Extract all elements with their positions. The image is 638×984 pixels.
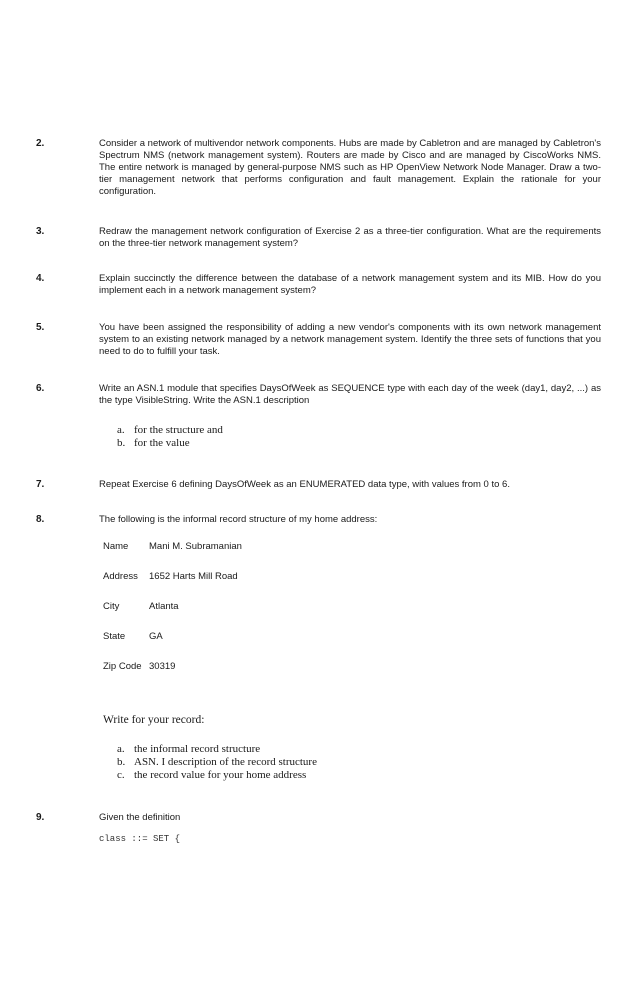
question-number: 6. — [36, 383, 45, 394]
sub-item-letter: b. — [117, 437, 126, 449]
write-prompt: Write for your record: — [103, 714, 205, 726]
question-number: 5. — [36, 322, 45, 333]
record-label: City — [103, 601, 120, 612]
record-value: 30319 — [149, 661, 176, 672]
record-label: Address — [103, 571, 138, 582]
sub-item-text: the record value for your home address — [134, 769, 307, 781]
question-text: Redraw the management network configuration of Exercise 2 as a three-tier configuration. What are the requirements on the three-tier network management system? — [99, 226, 601, 249]
sub-item — [117, 437, 190, 450]
code-snippet: class ::= SET { — [99, 834, 181, 844]
question-text: Explain succinctly the difference between the database of a network management system and its MIB. How do you implement each in a network management system? — [99, 273, 601, 296]
question-text: Write an ASN.1 module that specifies DaysOfWeek as SEQUENCE type with each day of the week (day1, day2, ...) as the type VisibleString. Write the ASN.1 description — [99, 383, 601, 406]
sub-item-text: the informal record structure — [134, 743, 261, 755]
sub-item-letter: a. — [117, 424, 125, 436]
question-number: 3. — [36, 226, 45, 237]
record-city-row — [103, 601, 179, 612]
sub-item — [117, 769, 306, 782]
sub-item-letter: a. — [117, 743, 125, 755]
record-address-row — [103, 571, 238, 582]
record-value: Mani M. Subramanian — [149, 541, 242, 552]
sub-item-text: ASN. I description of the record structure — [134, 756, 317, 768]
question-text: The following is the informal record structure of my home address: — [99, 514, 378, 525]
question-number: 2. — [36, 138, 45, 149]
question-text: Consider a network of multivendor network components. Hubs are made by Cabletron and are managed by Cabletron's Spectrum NMS (network management system). Routers are made by Cisco and are managed by CiscoWorks NMS. The entire network is managed by general-purpose NMS such as HP OpenView Network Node Manager. Draw a two-tier management network that performs configuration and fault management. Explain the rationale for your configuration. — [99, 138, 601, 197]
sub-item — [117, 743, 260, 756]
record-name-row — [103, 541, 242, 552]
question-number: 7. — [36, 479, 45, 490]
record-zip-row — [103, 661, 175, 672]
question-text: Repeat Exercise 6 defining DaysOfWeek as an ENUMERATED data type, with values from 0 to 6. — [99, 479, 510, 490]
question-text: You have been assigned the responsibility of adding a new vendor's components with its own network management system to an existing network managed by a network management system. Identify the three sets of functions that you need to do to fulfill your task. — [99, 322, 601, 357]
record-value: Atlanta — [149, 601, 179, 612]
question-number: 4. — [36, 273, 45, 284]
question-text: Given the definition — [99, 812, 181, 823]
sub-item-letter: b. — [117, 756, 126, 768]
record-value: GA — [149, 631, 163, 642]
record-label: State — [103, 631, 126, 642]
question-number: 8. — [36, 514, 45, 525]
record-label: Zip Code — [103, 661, 142, 672]
sub-item — [117, 424, 223, 437]
record-value: 1652 Harts Mill Road — [149, 571, 238, 582]
sub-item-text: for the value — [134, 437, 190, 449]
question-number: 9. — [36, 812, 45, 823]
record-label: Name — [103, 541, 129, 552]
sub-item — [117, 756, 317, 769]
sub-item-letter: c. — [117, 769, 125, 781]
sub-item-text: for the structure and — [134, 424, 223, 436]
record-state-row — [103, 631, 163, 642]
